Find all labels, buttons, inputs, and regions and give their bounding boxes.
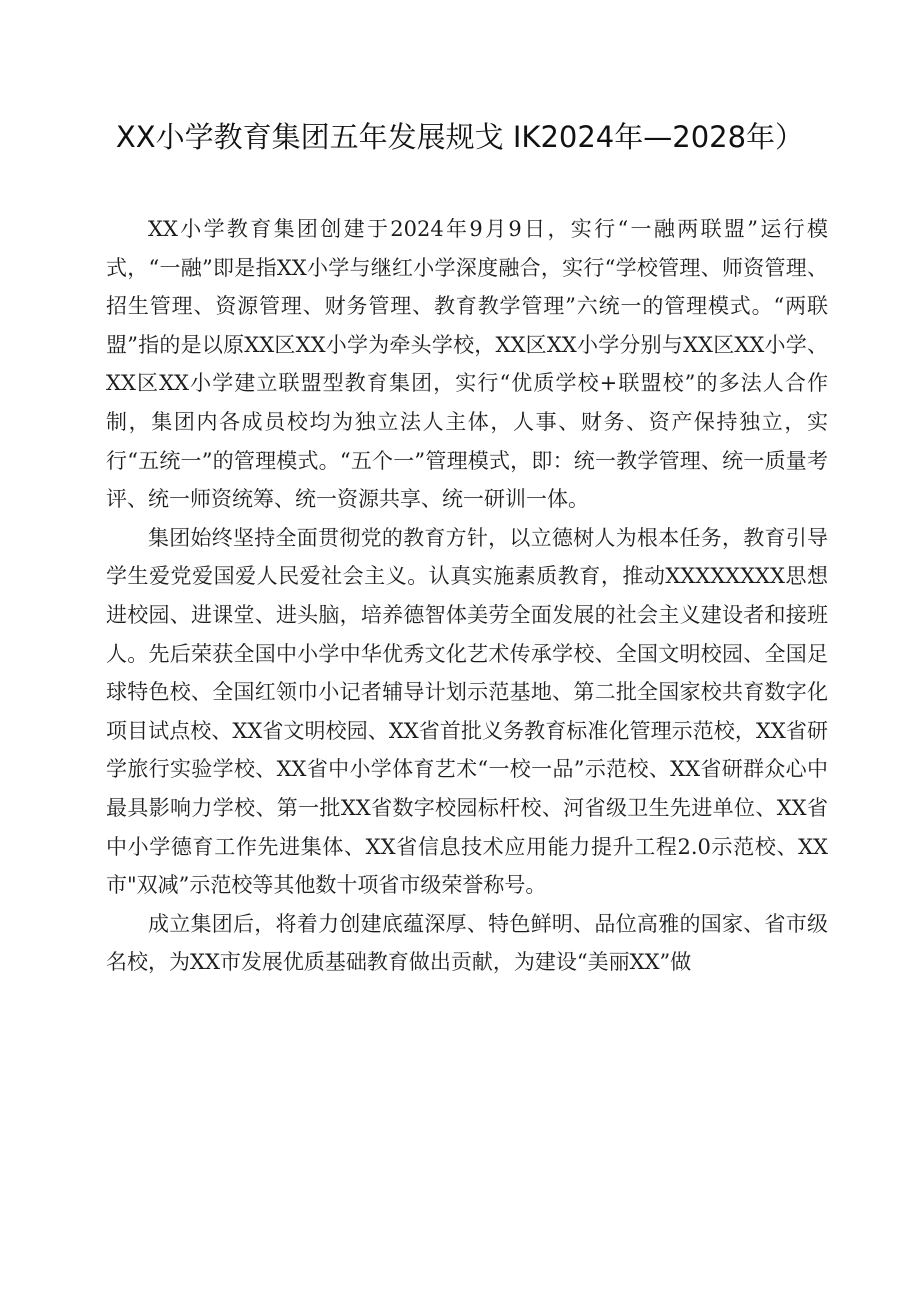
paragraph-goals: 成立集团后，将着力创建底蕴深厚、特色鲜明、品位高雅的国家、省市级名校，为XX市发展优质基础教育做出贡献，为建设“美丽XX”做 [106, 911, 828, 975]
document-body [106, 210, 828, 982]
paragraph-honors: 集团始终坚持全面贯彻党的教育方针，以立德树人为根本任务，教育引导学生爱党爱国爱人民爱社会主义。认真实施素质教育，推动XXXXXXXX思想进校园、进课堂、进头脑，培养德智体美劳全面发展的社会主义建设者和接班人。先后荣获全国中小学中华优秀文化艺术传承学校、全国文明校园、全国足球特色校、全国红领巾小记者辅导计划示范基地、第二批全国家校共育数字化项目试点校、XX省文明校园、XX省首批义务教育标准化管理示范校，XX省研学旅行实验学校、XX省中小学体育艺术“一校一品”示范校、XX省研群众心中最具影响力学校、第一批XX省数字校园标杆校、河省级卫生先进单位、XX省中小学德育工作先进集体、XX省信息技术应用能力提升工程2.0示范校、XX市"双减”示范校等其他数十项省市级荣誉称号。 [106, 525, 828, 898]
paragraph-group-overview: XX小学教育集团创建于2024年9月9日，实行“一融两联盟”运行模式，“一融”即是指XX小学与继红小学深度融合，实行“学校管理、师资管理、招生管理、资源管理、财务管理、教育教学管理”六统一的管理模式。“两联盟”指的是以原XX区XX小学为牵头学校，XX区XX小学分别与XX区XX小学、XX区XX小学建立联盟型教育集团，实行“优质学校+联盟校”的多法人合作制，集团内各成员校均为独立法人主体，人事、财务、资产保持独立，实行“五统一”的管理模式。“五个一”管理模式，即：统一教学管理、统一质量考评、统一师资统筹、统一资源共享、统一研训一体。 [106, 217, 828, 512]
document-title: XX小学教育集团五年发展规戈 IK2024年—2028年） [115, 120, 805, 154]
